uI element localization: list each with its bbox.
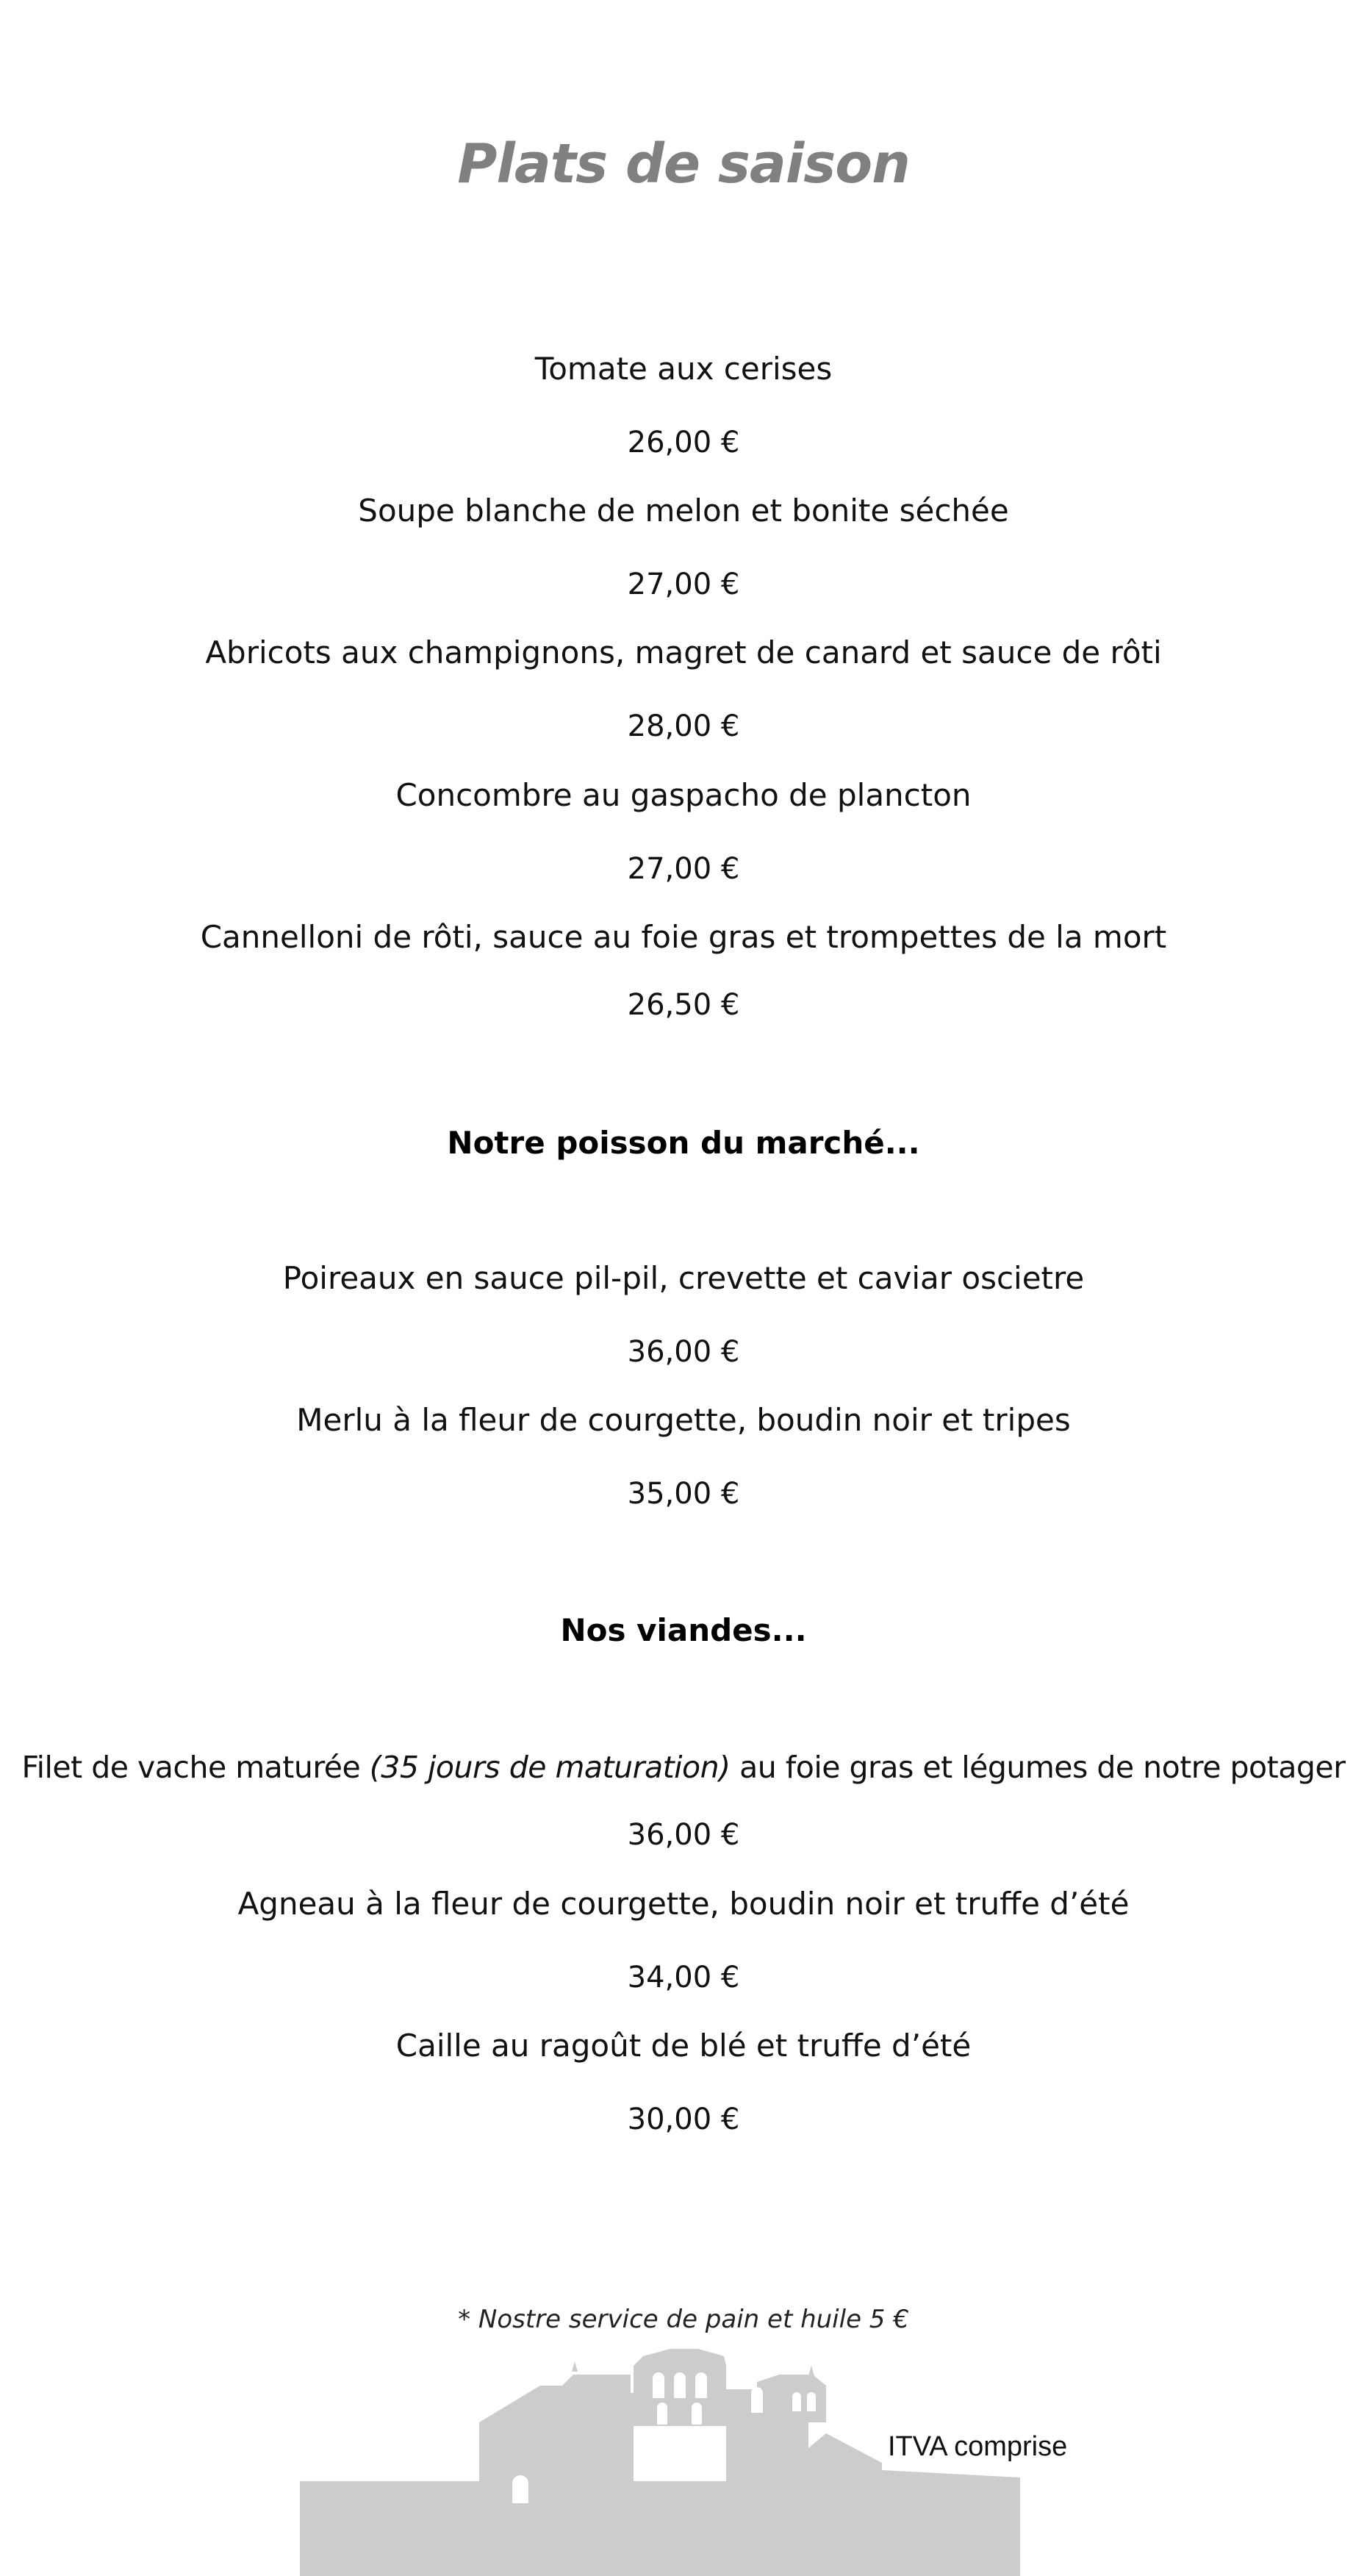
section-heading-meat: Nos viandes... (560, 1612, 807, 1648)
service-note: * Nostre service de pain et huile 5 € (458, 2305, 909, 2334)
dish-price: 28,00 € (627, 709, 740, 743)
page-title: Plats de saison (457, 132, 910, 196)
dish-name: Soupe blanche de melon et bonite séchée (358, 493, 1009, 529)
dish-name-italic: (35 jours de maturation) (369, 1750, 731, 1785)
dish-price: 35,00 € (627, 1477, 740, 1511)
tva-note: ITVA comprise (888, 2431, 1068, 2462)
dish-name: Concombre au gaspacho de plancton (395, 777, 972, 813)
dish-name (0, 1747, 1367, 1788)
dish-name: Abricots aux champignons, magret de canard et sauce de rôti (205, 634, 1162, 670)
dish-price: 34,00 € (627, 1961, 740, 1994)
dish-name: Tomate aux cerises (534, 351, 833, 387)
dish-name-part: au foie gras et légumes de notre potager (730, 1750, 1346, 1785)
dish-price: 27,00 € (627, 568, 740, 601)
dish-price: 26,00 € (627, 426, 740, 459)
dish-name-part: Filet de vache maturée (21, 1750, 370, 1785)
dish-price: 26,50 € (627, 988, 740, 1022)
dish-name: Agneau à la fleur de courgette, boudin noir et truffe d’été (237, 1886, 1130, 1922)
dish-price: 30,00 € (627, 2103, 740, 2136)
dish-name: Poireaux en sauce pil-pil, crevette et caviar oscietre (282, 1260, 1085, 1296)
dish-price: 27,00 € (627, 852, 740, 886)
section-heading-fish: Notre poisson du marché... (447, 1125, 920, 1161)
dish-price: 36,00 € (627, 1818, 740, 1852)
dish-name: Merlu à la fleur de courgette, boudin noir et tripes (296, 1402, 1071, 1438)
dish-price: 36,00 € (627, 1335, 740, 1369)
dish-name: Cannelloni de rôti, sauce au foie gras et trompettes de la mort (200, 919, 1167, 955)
dish-name: Caille au ragoût de blé et truffe d’été (395, 2028, 972, 2064)
